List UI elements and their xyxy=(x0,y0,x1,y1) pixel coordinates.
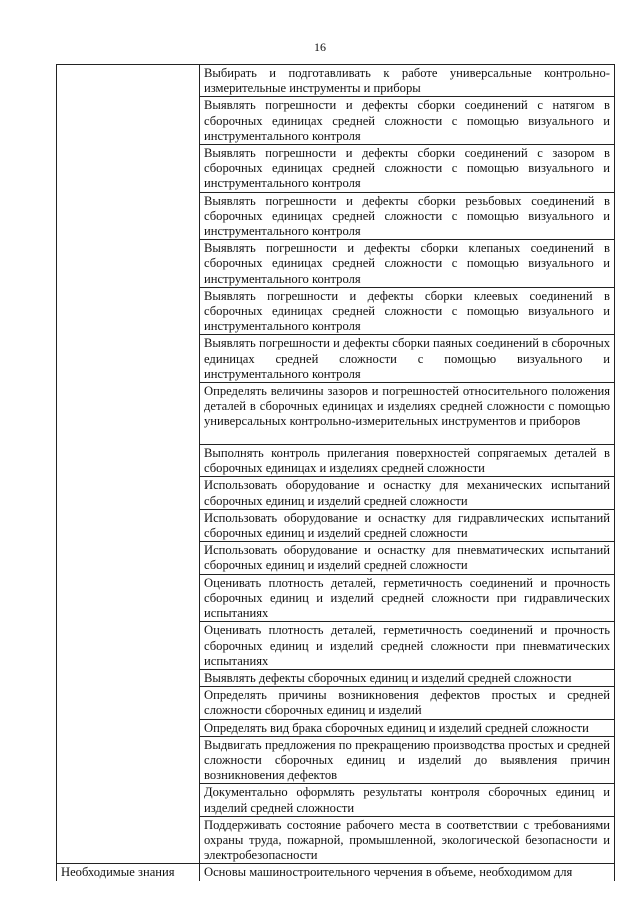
label-cell-empty xyxy=(57,542,200,574)
page-number: 16 xyxy=(314,40,326,54)
skill-item: Поддерживать состояние рабочего места в соответствии с требованиями охраны труда, пожарной, промышленной, экологической безопасности и электробезопасности xyxy=(200,816,615,864)
table-row xyxy=(57,335,615,383)
table-row xyxy=(57,736,615,784)
label-cell-empty xyxy=(57,383,200,445)
label-cell-empty xyxy=(57,240,200,288)
table-row xyxy=(57,687,615,719)
table-row xyxy=(57,477,615,509)
skill-item: Выявлять погрешности и дефекты сборки клеевых соединений в сборочных единицах средней сложности с помощью визуального и инструментального контроля xyxy=(200,287,615,335)
label-cell-empty xyxy=(57,574,200,622)
table-row xyxy=(57,509,615,541)
table-row xyxy=(57,97,615,145)
table-row xyxy=(57,719,615,736)
table-row xyxy=(57,622,615,670)
skill-item: Выявлять погрешности и дефекты сборки соединений с натягом в сборочных единицах средней сложности с помощью визуального и инструментального контроля xyxy=(200,97,615,145)
skill-item: Выявлять погрешности и дефекты сборки паяных соединений в сборочных единицах средней сложности с помощью визуального и инструментального контроля xyxy=(200,335,615,383)
skill-item: Выявлять погрешности и дефекты сборки соединений с зазором в сборочных единицах средней сложности с помощью визуального и инструментального контроля xyxy=(200,145,615,193)
skill-item: Определять вид брака сборочных единиц и изделий средней сложности xyxy=(200,719,615,736)
table-row xyxy=(57,240,615,288)
knowledge-label: Необходимые знания xyxy=(57,864,200,881)
skills-table xyxy=(56,64,615,881)
label-cell-empty xyxy=(57,622,200,670)
table-row xyxy=(57,574,615,622)
label-cell-empty xyxy=(57,736,200,784)
skill-item: Выбирать и подготавливать к работе универсальные контрольно-измерительные инструменты и приборы xyxy=(200,65,615,97)
skill-item: Выдвигать предложения по прекращению производства простых и средней сложности сборочных единиц и изделий до выявления причин возникновения дефектов xyxy=(200,736,615,784)
table-row xyxy=(57,383,615,445)
skill-item: Выявлять погрешности и дефекты сборки резьбовых соединений в сборочных единицах средней сложности с помощью визуального и инструментального контроля xyxy=(200,192,615,240)
skill-item: Выявлять дефекты сборочных единиц и изделий средней сложности xyxy=(200,669,615,686)
skill-item: Использовать оборудование и оснастку для гидравлических испытаний сборочных единиц и изделий средней сложности xyxy=(200,509,615,541)
table-row xyxy=(57,784,615,816)
label-cell-empty xyxy=(57,719,200,736)
skill-item: Документально оформлять результаты контроля сборочных единиц и изделий средней сложности xyxy=(200,784,615,816)
label-cell-empty xyxy=(57,509,200,541)
label-cell-empty xyxy=(57,335,200,383)
skill-item: Определять причины возникновения дефектов простых и средней сложности сборочных единиц и изделий xyxy=(200,687,615,719)
skill-item: Выявлять погрешности и дефекты сборки клепаных соединений в сборочных единицах средней сложности с помощью визуального и инструментального контроля xyxy=(200,240,615,288)
skill-item: Выполнять контроль прилегания поверхностей сопрягаемых деталей в сборочных единицах и изделиях средней сложности xyxy=(200,445,615,477)
label-cell-empty xyxy=(57,445,200,477)
label-cell-empty xyxy=(57,784,200,816)
label-cell-empty xyxy=(57,687,200,719)
label-cell-empty xyxy=(57,287,200,335)
label-cell-empty xyxy=(57,65,200,97)
label-cell-empty xyxy=(57,145,200,193)
table-row xyxy=(57,65,615,97)
table-row xyxy=(57,287,615,335)
label-cell-empty xyxy=(57,669,200,686)
skill-item: Использовать оборудование и оснастку для механических испытаний сборочных единиц и изделий средней сложности xyxy=(200,477,615,509)
table-row xyxy=(57,816,615,864)
table-row xyxy=(57,192,615,240)
label-cell-empty xyxy=(57,192,200,240)
skill-item: Использовать оборудование и оснастку для пневматических испытаний сборочных единиц и изделий средней сложности xyxy=(200,542,615,574)
table-row xyxy=(57,445,615,477)
table-row-knowledge xyxy=(57,864,615,881)
label-cell-empty xyxy=(57,477,200,509)
label-cell-empty xyxy=(57,816,200,864)
label-cell-empty xyxy=(57,97,200,145)
knowledge-item: Основы машиностроительного черчения в объеме, необходимом для xyxy=(200,864,615,881)
skill-item: Оценивать плотность деталей, герметичность соединений и прочность сборочных единиц и изделий средней сложности при пневматических испытаниях xyxy=(200,622,615,670)
table-row xyxy=(57,542,615,574)
table-row xyxy=(57,669,615,686)
skill-item: Определять величины зазоров и погрешностей относительного положения деталей в сборочных единицах и изделиях средней сложности с помощью универсальных контрольно-измерительных инструментов и приборов xyxy=(200,383,615,445)
table-row xyxy=(57,145,615,193)
skill-item: Оценивать плотность деталей, герметичность соединений и прочность сборочных единиц и изделий средней сложности при гидравлических испытаниях xyxy=(200,574,615,622)
